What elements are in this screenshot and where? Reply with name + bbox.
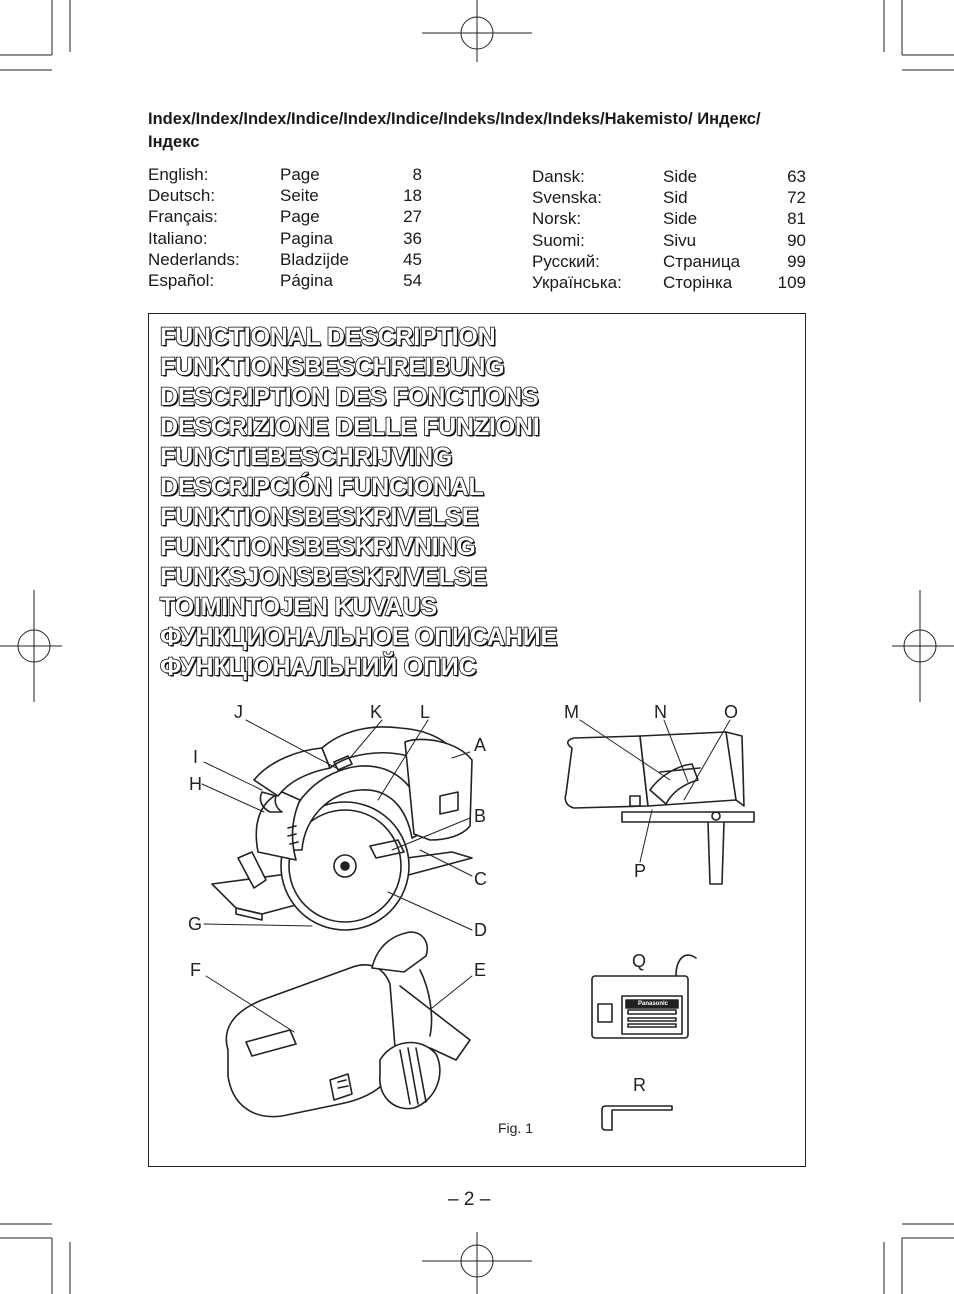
part-label-k: K xyxy=(370,702,383,722)
part-label-m: M xyxy=(564,702,579,722)
section-title: DESCRIZIONE DELLE FUNZIONI xyxy=(160,413,540,441)
part-label-r: R xyxy=(633,1075,646,1095)
index-page-word: Sid xyxy=(663,188,688,208)
part-label-d: D xyxy=(474,920,487,940)
section-title: DESCRIPTION DES FONCTIONS xyxy=(160,383,539,411)
hex-wrench-drawing xyxy=(602,1106,672,1130)
index-page-number: 8 xyxy=(412,165,422,184)
index-page-word: Page xyxy=(280,207,320,227)
part-label-o: O xyxy=(724,702,739,722)
saw-side-view-drawing xyxy=(212,727,472,930)
part-label-g: G xyxy=(188,914,203,934)
part-label-a: A xyxy=(474,735,487,755)
index-page-number: 109 xyxy=(777,272,806,292)
index-language: Norsk: xyxy=(532,209,582,229)
index-language: Українська: xyxy=(532,272,622,292)
index-language: Русский: xyxy=(532,251,600,271)
part-label-c: C xyxy=(474,869,487,889)
section-title: FUNCTIEBESCHRIJVING xyxy=(160,443,453,471)
index-page-word: Bladzijde xyxy=(280,249,349,269)
index-language: Dansk: xyxy=(532,167,585,186)
part-label-p: P xyxy=(634,861,647,881)
part-label-n: N xyxy=(654,702,667,722)
part-label-f: F xyxy=(190,960,201,980)
part-label-i: I xyxy=(193,747,199,767)
index-page-number: 99 xyxy=(787,251,806,271)
index-page-number: 90 xyxy=(787,230,806,250)
part-label-e: E xyxy=(474,960,487,980)
part-label-h: H xyxy=(189,774,202,794)
section-title: FUNCTIONAL DESCRIPTION xyxy=(160,323,496,351)
index-page-number: 27 xyxy=(403,207,422,227)
index-page-word: Side xyxy=(663,209,698,229)
index-language: Suomi: xyxy=(532,230,585,250)
section-title: FUNKTIONSBESKRIVELSE xyxy=(160,503,479,531)
index-page-number: 72 xyxy=(787,188,806,208)
index-language: English: xyxy=(148,165,209,184)
section-title: ФУНКЦІОНАЛЬНИЙ ОПИС xyxy=(160,653,477,681)
index-page-word: Сторінка xyxy=(663,272,733,292)
section-title: FUNKTIONSBESCHREIBUNG xyxy=(160,353,505,381)
section-title: ФУНКЦИОНАЛЬНОЕ ОПИСАНИЕ xyxy=(160,623,557,651)
index-page-number: 81 xyxy=(787,209,806,229)
index-language: Nederlands: xyxy=(148,249,240,269)
part-label-b: B xyxy=(474,806,487,826)
index-page-number: 45 xyxy=(403,249,422,269)
index-page-word: Страница xyxy=(663,251,741,271)
index-page-word: Side xyxy=(663,167,698,186)
index-language: Svenska: xyxy=(532,188,602,208)
section-title: TOIMINTOJEN KUVAUS xyxy=(160,593,437,621)
part-label-q: Q xyxy=(632,951,647,971)
part-label-j: J xyxy=(234,702,243,722)
index-page-word: Page xyxy=(280,165,320,184)
figure-caption: Fig. 1 xyxy=(498,1120,534,1136)
section-title: FUNKSJONSBESKRIVELSE xyxy=(160,563,487,591)
index-page-number: 63 xyxy=(787,167,806,186)
index-page-word: Pagina xyxy=(280,228,333,248)
saw-front-view-drawing xyxy=(565,732,754,884)
section-title: FUNKTIONSBESKRIVNING xyxy=(160,533,476,561)
index-page-number: 18 xyxy=(403,186,422,206)
index-page-word: Página xyxy=(280,270,333,290)
index-language: Deutsch: xyxy=(148,186,216,206)
charger-brand-logo: Panasonic xyxy=(637,1001,668,1007)
index-page-number: 36 xyxy=(403,228,422,248)
section-title: DESCRIPCIÓN FUNCIONAL xyxy=(160,473,484,501)
index-page-number: 54 xyxy=(403,270,422,290)
index-language: Italiano: xyxy=(148,228,208,248)
index-language: Español: xyxy=(148,270,215,290)
index-page-word: Seite xyxy=(280,186,319,206)
index-language: Français: xyxy=(148,207,218,227)
page-number: – 2 – xyxy=(448,1189,491,1210)
index-page-word: Sivu xyxy=(663,230,697,250)
saw-rear-view-drawing xyxy=(226,932,470,1117)
part-label-l: L xyxy=(420,702,431,722)
index-heading: Index/Index/Index/Indice/Index/Indice/Indeks/Index/Indeks/Hakemisto/ Индекс/Індекс xyxy=(148,110,761,151)
